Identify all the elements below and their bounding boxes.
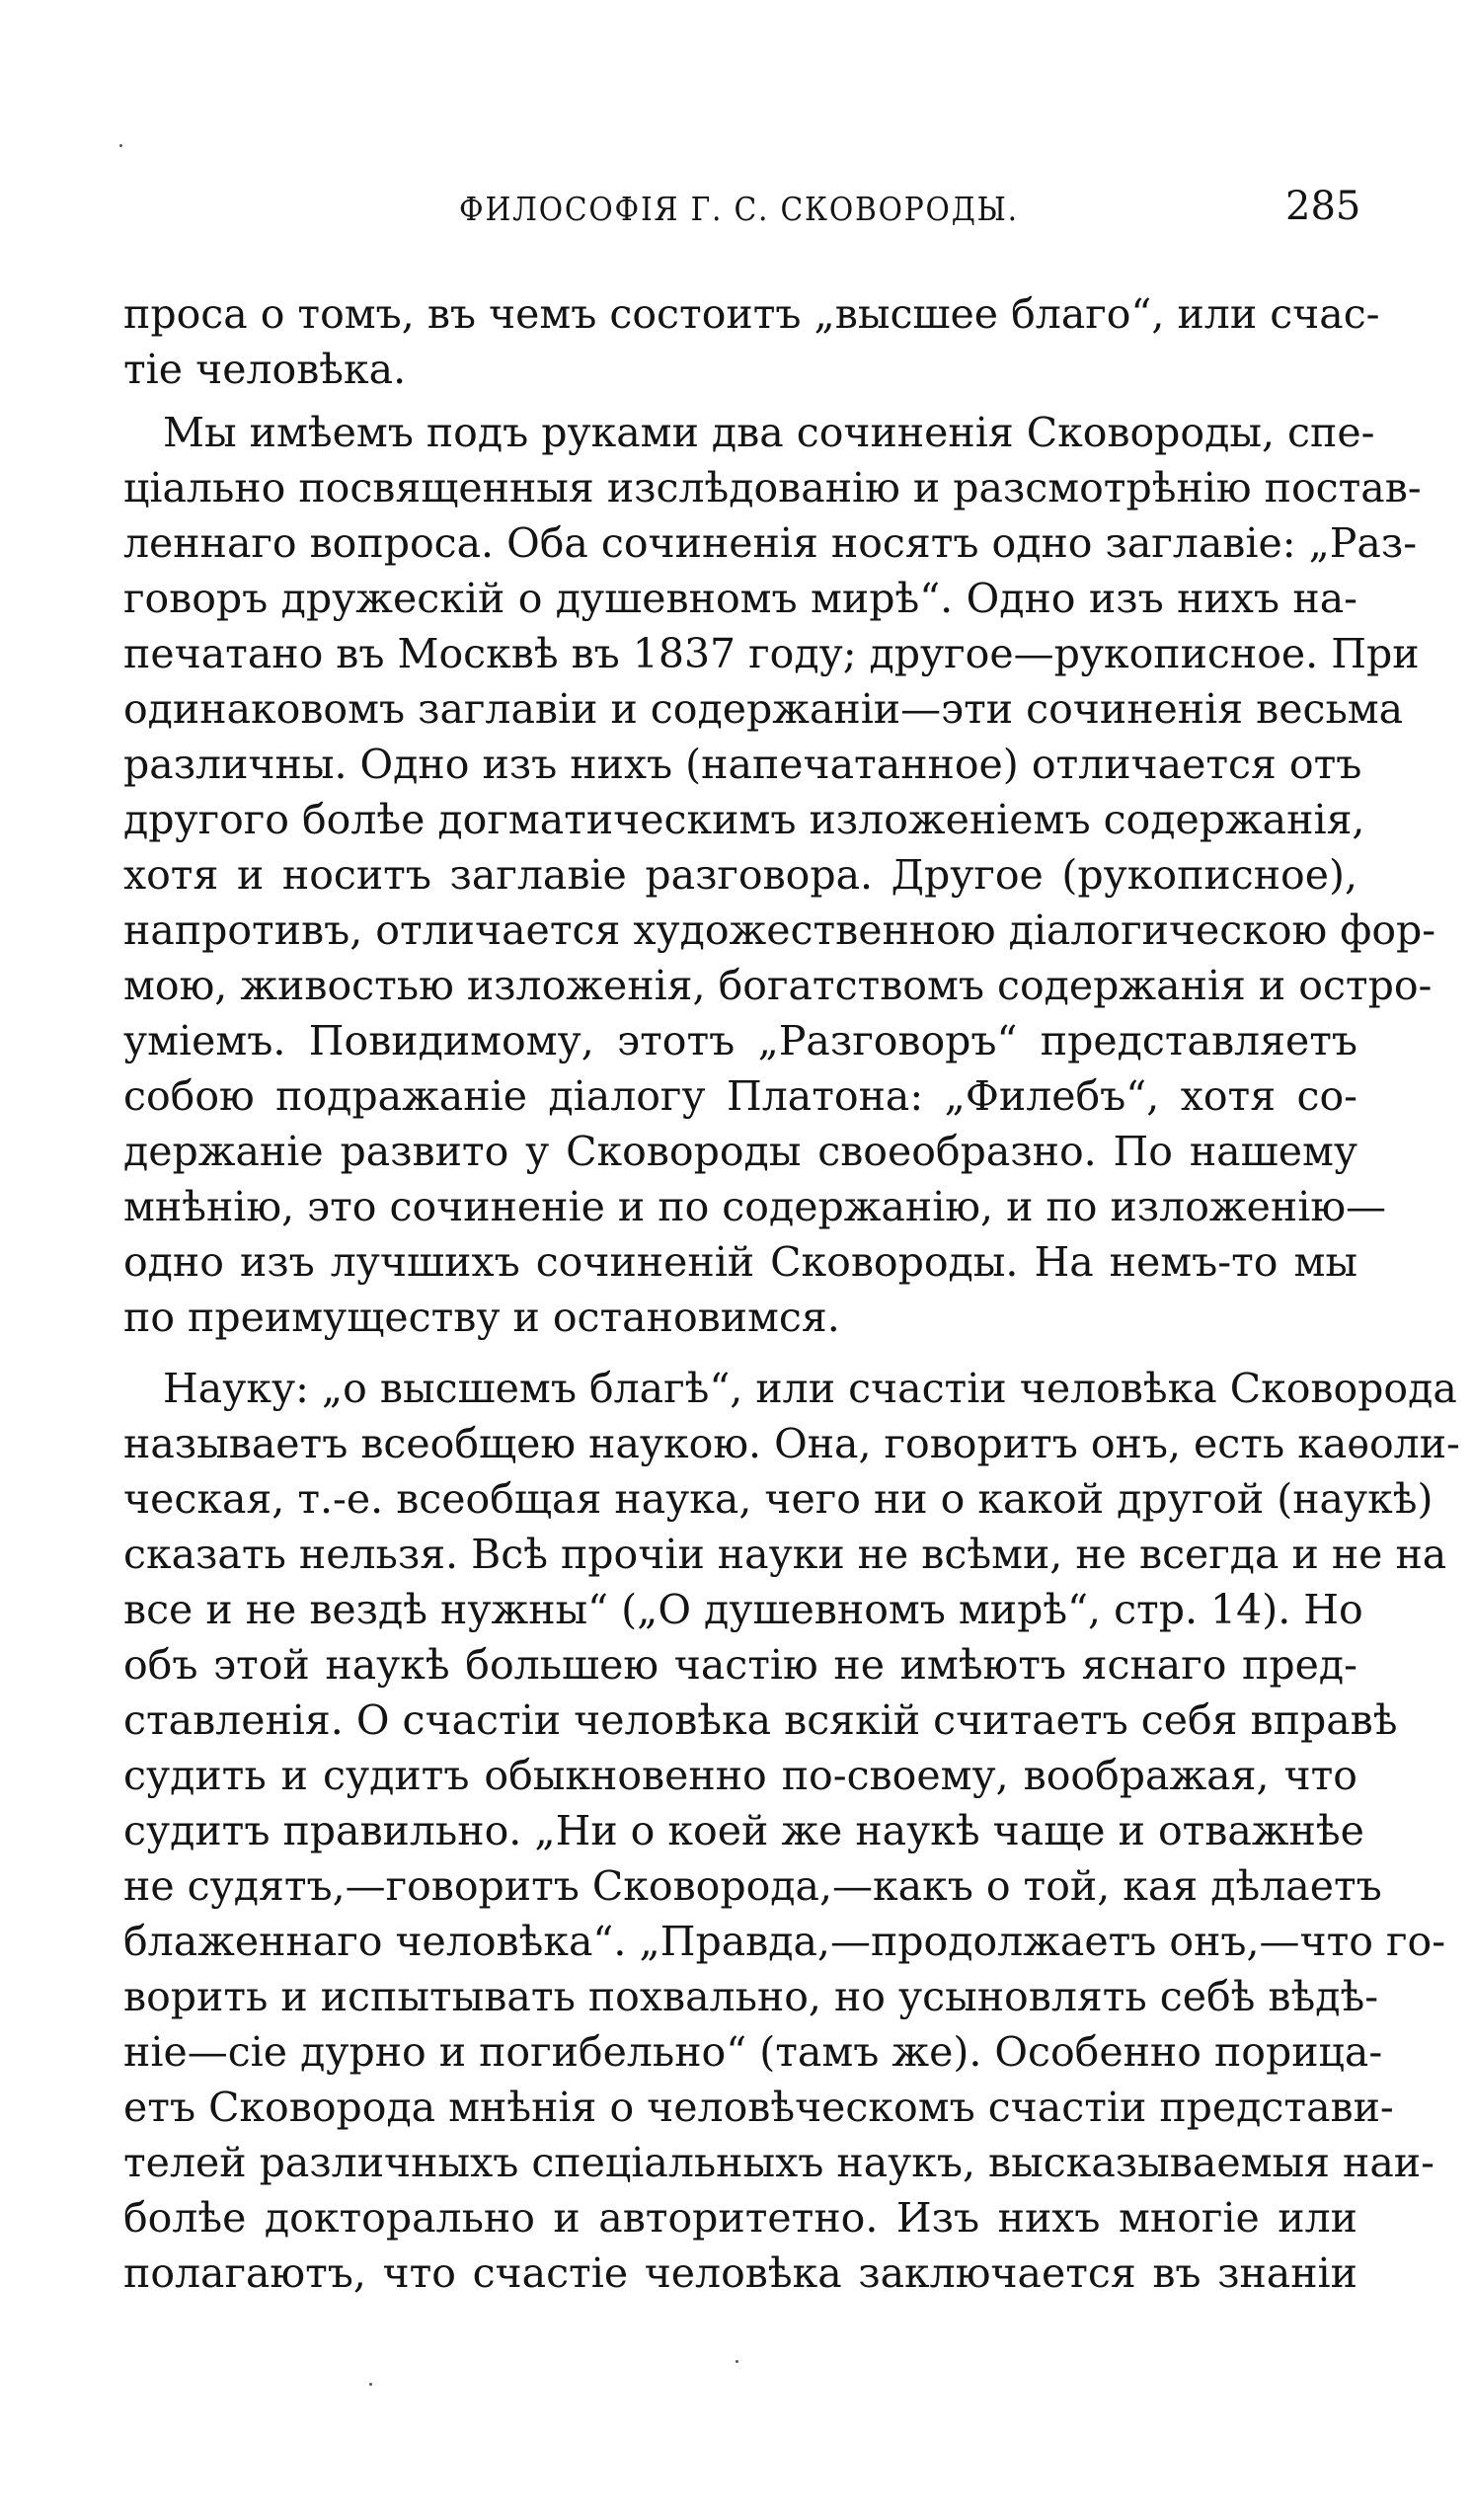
text-line: держаніе развито у Сковороды своеобразно. По нашему xyxy=(123,1128,1357,1175)
text-line: собою подражаніе діалогу Платона: „Филебъ“, хотя со- xyxy=(123,1072,1357,1120)
text-line: ніе—сіе дурно и погибельно“ (тамъ же). Особенно порица- xyxy=(123,2028,1383,2076)
text-line: хотя и носитъ заглавіе разговора. Другое (рукописное), xyxy=(123,851,1357,899)
text-line: судить и судитъ обыкновенно по-своему, воображая, что xyxy=(123,1752,1357,1799)
text-line: по преимуществу и остановимся. xyxy=(123,1294,840,1341)
print-speck xyxy=(736,2360,738,2363)
text-line: Науку: „о высшемъ благѣ“, или счастіи человѣка Сковорода xyxy=(163,1365,1457,1412)
text-line: напротивъ, отличается художественною діалогическою фор- xyxy=(123,906,1436,954)
text-line: блаженнаго человѣка“. „Правда,—продолжаетъ онъ,—что го- xyxy=(123,1918,1446,1965)
text-line: все и не вездѣ нужны“ („О душевномъ мирѣ“, стр. 14). Но xyxy=(123,1586,1363,1633)
text-line: одно изъ лучшихъ сочиненій Сковороды. На немъ-то мы xyxy=(123,1238,1357,1286)
text-line: одинаковомъ заглавіи и содержаніи—эти сочиненія весьма xyxy=(123,685,1404,733)
text-line: печатано въ Москвѣ въ 1837 году; другое—рукописное. При xyxy=(123,630,1420,677)
text-line: ческая, т.-е. всеобщая наука, чего ни о какой другой (наукѣ) xyxy=(123,1475,1434,1523)
text-line: тіе человѣка. xyxy=(123,346,407,393)
text-line: различны. Одно изъ нихъ (напечатанное) отличается отъ xyxy=(123,741,1362,788)
text-line: телей различныхъ спеціальныхъ наукъ, высказываемыя наи- xyxy=(123,2139,1434,2186)
text-line: полагаютъ, что счастіе человѣка заключается въ знаніи xyxy=(123,2249,1357,2297)
text-line: сказать нельзя. Всѣ прочіи науки не всѣми, не всегда и не на xyxy=(123,1531,1447,1578)
print-speck xyxy=(119,144,122,147)
text-line: ціально посвященныя изслѣдованію и разсмотрѣнію постав- xyxy=(123,464,1422,512)
text-line: болѣе докторально и авторитетно. Изъ нихъ многіе или xyxy=(123,2194,1357,2242)
text-line: Мы имѣемъ подъ руками два сочиненія Сковороды, спе- xyxy=(163,409,1375,456)
text-line: леннаго вопроса. Оба сочиненія носятъ одно заглавіе: „Раз- xyxy=(123,519,1418,567)
text-line: другого болѣе догматическимъ изложеніемъ содержанія, xyxy=(123,796,1365,843)
text-line: не судятъ,—говоритъ Сковорода,—какъ о той, кая дѣлаетъ xyxy=(123,1862,1382,1910)
text-line: уміемъ. Повидимому, этотъ „Разговоръ“ представляетъ xyxy=(123,1017,1357,1064)
text-line: судитъ правильно. „Ни о коей же наукѣ чаще и отважнѣе xyxy=(123,1807,1364,1854)
running-head: ФИЛОСОФІЯ Г. С. СКОВОРОДЫ. xyxy=(459,190,1019,228)
text-line: ставленія. О счастіи человѣка всякій считаетъ себя вправѣ xyxy=(123,1696,1398,1744)
text-line: мою, живостью изложенія, богатствомъ содержанія и остро- xyxy=(123,962,1433,1009)
text-line: ворить и испытывать похвально, но усыновлять себѣ вѣдѣ- xyxy=(123,1973,1379,2020)
text-line: называетъ всеобщею наукою. Она, говоритъ онъ, есть каѳоли- xyxy=(123,1420,1460,1467)
text-line: объ этой наукѣ большею частію не имѣютъ яснаго пред- xyxy=(123,1641,1357,1689)
text-line: проса о томъ, въ чемъ состоитъ „высшее благо“, или счас- xyxy=(123,290,1380,338)
text-line: говоръ дружескій о душевномъ мирѣ“. Одно изъ нихъ на- xyxy=(123,575,1357,622)
text-line: етъ Сковорода мнѣнія о человѣческомъ счастіи представи- xyxy=(123,2084,1394,2131)
text-line: мнѣнію, это сочиненіе и по содержанію, и по изложенію— xyxy=(123,1183,1387,1230)
page-number: 285 xyxy=(1285,184,1361,229)
print-speck xyxy=(369,2383,372,2386)
